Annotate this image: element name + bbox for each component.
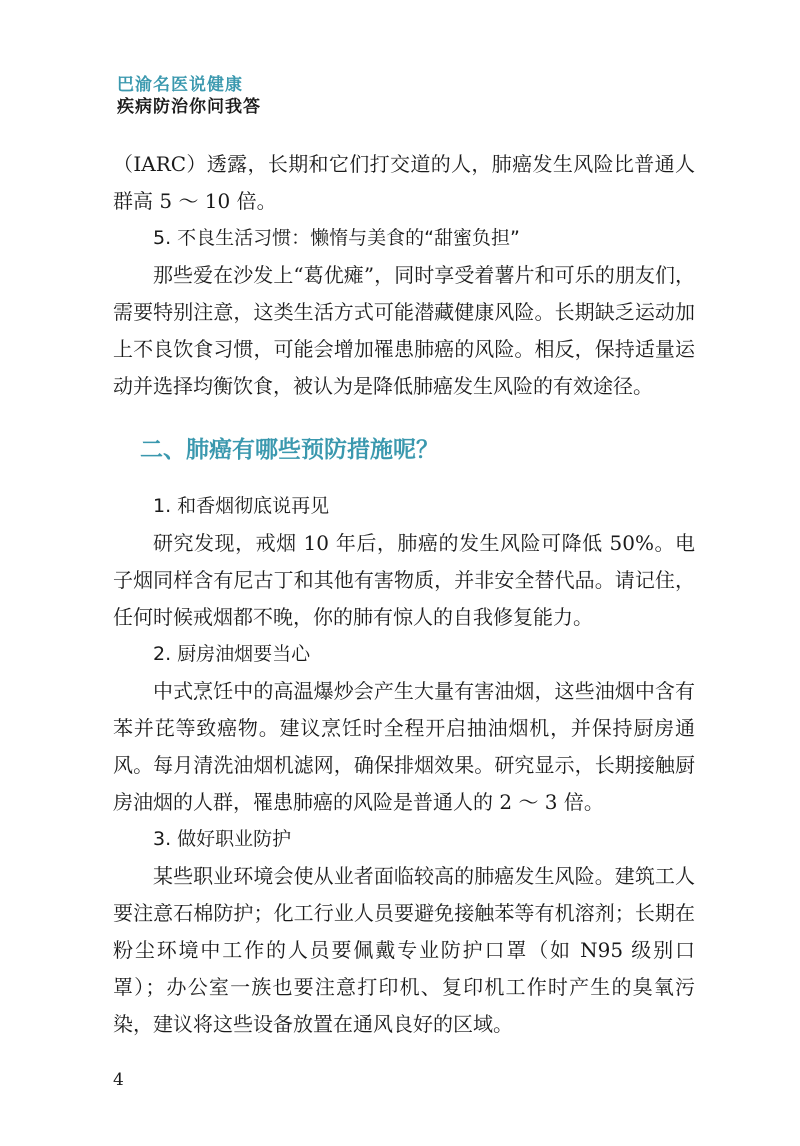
paragraph-kitchen-smoke: 中式烹饪中的高温爆炒会产生大量有害油烟，这些油烟中含有苯并芘等致癌物。建议烹饪时全程开启抽油烟机，并保持厨房通风。每月清洗油烟机滤网，确保排烟效果。研究显示，长期接触厨房油烟的人群，罹患肺癌的风险是普通人的 2 ～ 3 倍。 [113, 679, 695, 814]
section-2-title: 二、肺癌有哪些预防措施呢？ [140, 436, 439, 463]
paragraph-lifestyle: 那些爱在沙发上“葛优瘫”，同时享受着薯片和可乐的朋友们，需要特别注意，这类生活方式可能潜藏健康风险。长期缺乏运动加上不良饮食习惯，可能会增加罹患肺癌的风险。相反，保持适量运动并选择均衡饮食，被认为是降低肺癌发生风险的有效途径。 [113, 263, 695, 398]
subheading-quit-smoking: 1. 和香烟彻底说再见 [153, 495, 330, 517]
running-header [117, 74, 261, 118]
subheading-5-lifestyle: 5. 不良生活习惯：懒惰与美食的“甜蜜负担” [153, 227, 520, 249]
series-title: 巴渝名医说健康 [117, 75, 243, 95]
book-title: 疾病防治你问我答 [117, 97, 261, 117]
paragraph-quit-smoking: 研究发现，戒烟 10 年后，肺癌的发生风险可降低 50%。电子烟同样含有尼古丁和其他有害物质，并非安全替代品。请记住，任何时候戒烟都不晚，你的肺有惊人的自我修复能力。 [113, 531, 695, 629]
paragraph-intro-continued: （IARC）透露，长期和它们打交道的人，肺癌发生风险比普通人群高 5 ～ 10 倍。 [113, 152, 695, 213]
subheading-kitchen-smoke: 2. 厨房油烟要当心 [153, 643, 311, 665]
page-body [113, 146, 695, 1043]
paragraph-occupational-protection: 某些职业环境会使从业者面临较高的肺癌发生风险。建筑工人要注意石棉防护；化工行业人员要避免接触苯等有机溶剂；长期在粉尘环境中工作的人员要佩戴专业防护口罩（如 N95 级别口罩）；办公室一族也要注意打印机、复印机工作时产生的臭氧污染，建议将这些设备放置在通风良好的区域。 [113, 864, 695, 1036]
page-number: 4 [113, 1070, 124, 1090]
subheading-occupational-protection: 3. 做好职业防护 [153, 828, 292, 850]
